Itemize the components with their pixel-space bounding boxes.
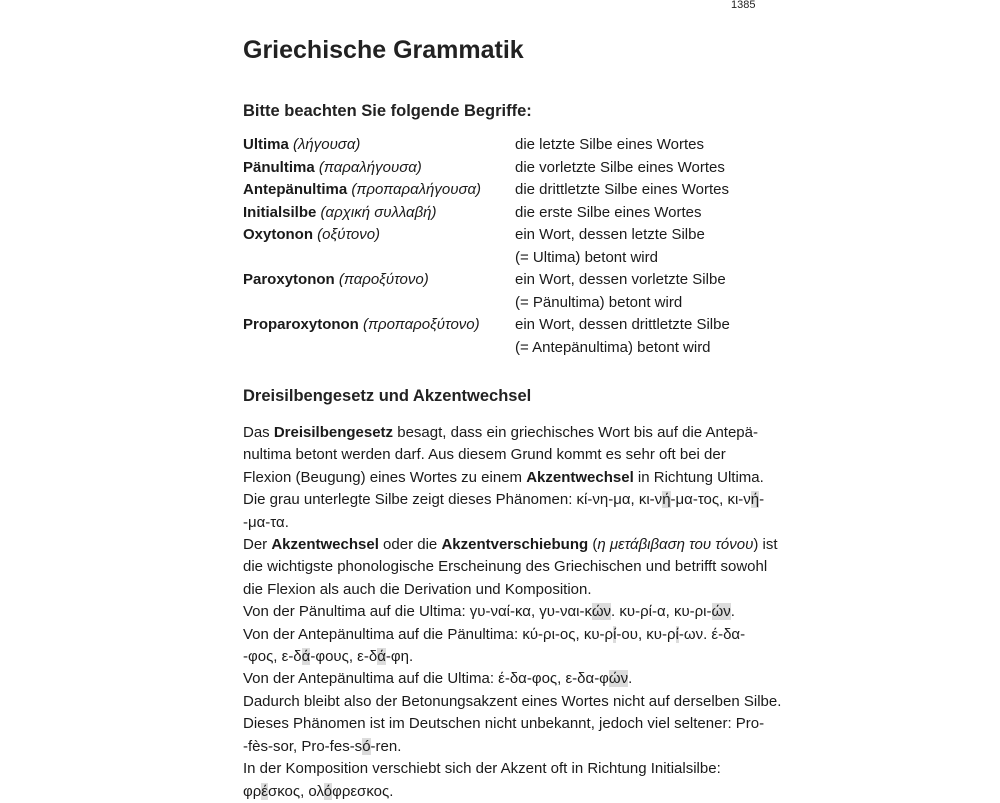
text-line [243, 646, 763, 668]
highlighted-syllable: ά [377, 648, 386, 666]
term-label [243, 292, 515, 315]
term-label [243, 337, 515, 360]
text-line [243, 444, 763, 466]
text-line [243, 668, 763, 690]
term-greek: (προπαραλήγουσα) [351, 181, 482, 198]
term-row [243, 337, 763, 360]
text-line [243, 489, 763, 511]
term-name: Antepänultima [243, 181, 348, 198]
term-definition: die vorletzte Silbe eines Wortes [515, 158, 725, 176]
text-segment: Von der Antepänultima auf die Pänultima: κύ-ρι-ος, κυ-ρ [243, 625, 614, 643]
text-segment: Dieses Phänomen ist im Deutschen nicht unbekannt, jedoch viel seltener: Pro- [243, 715, 765, 733]
text-segment: in Richtung Ultima. [633, 468, 764, 486]
text-segment: Von der Pänultima auf die Ultima: γυ-ναί-κα, γυ-ναι-κ [243, 603, 592, 621]
text-segment: Der [243, 536, 272, 554]
term-greek: (λήγουσα) [293, 136, 361, 153]
term-label [243, 269, 515, 292]
term-row [243, 292, 763, 315]
text-segment: -fès-sor, Pro-fes-s [243, 737, 363, 755]
text-segment: -φους, ε-δ [310, 648, 378, 666]
term-definition: (= Antepänultima) betont wird [515, 338, 711, 356]
text-segment: Die grau unterlegte Silbe zeigt dieses Phänomen: κί-νη-μα, κι-ν [243, 491, 663, 509]
text-segment: . [628, 670, 633, 688]
term-name: Paroxytonon [243, 271, 335, 288]
highlighted-syllable: ί [613, 625, 617, 643]
text-line [243, 422, 763, 444]
term-row [243, 314, 763, 337]
text-line [243, 713, 763, 735]
text-line [243, 534, 778, 556]
text-line [243, 691, 782, 713]
highlighted-syllable: ί [675, 625, 679, 643]
bold-term: Dreisilbengesetz [273, 424, 394, 441]
terms-heading: Bitte beachten Sie folgende Begriffe: [243, 102, 532, 120]
bold-term: Akzentwechsel [526, 468, 634, 486]
term-greek: (οξύτονο) [317, 226, 381, 243]
text-segment: ) ist [753, 536, 778, 554]
highlighted-syllable: ή [750, 491, 760, 509]
highlighted-syllable: ή [662, 491, 671, 509]
term-definition: die letzte Silbe eines Wortes [515, 136, 704, 153]
text-segment: Von der Antepänultima auf die Ultima: έ-δα-φος, ε-δα-φ [243, 670, 609, 688]
term-greek: (προπαροξύτονο) [363, 316, 480, 333]
term-name: Proparoxytonon [243, 316, 359, 333]
term-name: Oxytonon [243, 226, 313, 243]
text-segment: -φος, ε-δ [243, 648, 302, 666]
term-definition: (= Pänultima) betont wird [515, 293, 683, 311]
text-line [243, 579, 763, 601]
highlighted-syllable: έ [261, 782, 268, 800]
text-line [243, 556, 768, 578]
text-segment: ( [588, 536, 598, 554]
term-row [243, 134, 763, 157]
text-segment: besagt, dass ein griechisches Wort bis auf die Antepä- [393, 424, 758, 441]
text-segment: φρ [243, 782, 262, 800]
term-definition: ein Wort, dessen letzte Silbe [515, 226, 705, 243]
text-segment: Flexion (Beugung) eines Wortes zu einem [243, 468, 527, 486]
text-segment: die wichtigste phonologische Erscheinung des Griechischen und betrifft sowohl [243, 558, 768, 576]
term-row [243, 247, 763, 270]
text-segment: -ων. έ-δα- [678, 625, 746, 643]
highlighted-syllable: ά [301, 648, 311, 666]
text-segment: φρεσκος. [332, 782, 394, 800]
term-label [243, 179, 515, 202]
highlighted-syllable: ó [362, 737, 371, 755]
text-segment: -μα-τος, κι-ν [670, 491, 751, 509]
text-segment: -ren. [370, 737, 402, 755]
term-name: Ultima [243, 136, 289, 153]
term-row [243, 157, 763, 180]
term-name: Pänultima [243, 158, 315, 176]
term-label [243, 134, 515, 157]
text-segment: die Flexion als auch die Derivation und Komposition. [243, 580, 592, 598]
text-segment: . κυ-ρί-α, κυ-ρι- [611, 603, 712, 621]
text-segment: oder die [378, 536, 442, 554]
term-label [243, 224, 515, 247]
term-label [243, 314, 515, 337]
term-row [243, 269, 763, 292]
page-number: 1385 [731, 0, 756, 11]
term-row [243, 224, 763, 247]
italic-text: η μετάβιβαση του τόνου [597, 536, 754, 554]
term-greek: (αρχική συλλαβή) [320, 203, 437, 221]
text-line [243, 758, 763, 780]
term-definition: ein Wort, dessen drittletzte Silbe [515, 316, 730, 333]
term-row [243, 202, 763, 225]
section-heading: Dreisilbengesetz und Akzentwechsel [243, 387, 532, 405]
page-title: Griechische Grammatik [243, 36, 524, 64]
text-segment: σκος, ολ [267, 782, 324, 800]
text-segment: -ου, κυ-ρ [616, 625, 676, 643]
text-segment: -φη. [385, 648, 414, 666]
term-definition: die drittletzte Silbe eines Wortes [515, 181, 729, 198]
text-line [243, 601, 763, 623]
term-definition: ein Wort, dessen vorletzte Silbe [515, 271, 726, 288]
terms-list [243, 134, 763, 359]
text-line [243, 736, 763, 758]
text-segment: nultima betont werden darf. Aus diesem Grund kommt es sehr oft bei der [243, 446, 726, 464]
term-row [243, 179, 763, 202]
term-greek: (παραλήγουσα) [318, 158, 422, 176]
highlighted-syllable: ό [323, 782, 333, 800]
text-segment: . [730, 603, 735, 621]
highlighted-syllable: ών [591, 603, 612, 621]
text-line [243, 467, 763, 489]
text-segment: -μα-τα. [243, 513, 289, 531]
term-definition: (= Ultima) betont wird [515, 248, 658, 266]
term-label [243, 157, 515, 180]
term-definition: die erste Silbe eines Wortes [515, 203, 702, 221]
bold-term: Akzentverschiebung [441, 536, 589, 554]
section-body [243, 422, 782, 803]
text-segment: - [759, 491, 765, 509]
term-label [243, 247, 515, 270]
term-greek: (παροξύτονο) [338, 271, 429, 288]
bold-term: Akzentwechsel [271, 536, 379, 554]
term-name: Initialsilbe [243, 203, 317, 221]
text-segment: Dadurch bleibt also der Betonungsakzent eines Wortes nicht auf derselben Silbe. [243, 692, 782, 710]
text-segment: In der Komposition verschiebt sich der Akzent oft in Richtung Initialsilbe: [243, 760, 721, 778]
highlighted-syllable: ών [711, 603, 731, 621]
highlighted-syllable: ών [608, 670, 629, 688]
text-line [243, 512, 763, 534]
text-line [243, 624, 763, 646]
text-segment: Das [243, 424, 274, 441]
term-label [243, 202, 515, 225]
